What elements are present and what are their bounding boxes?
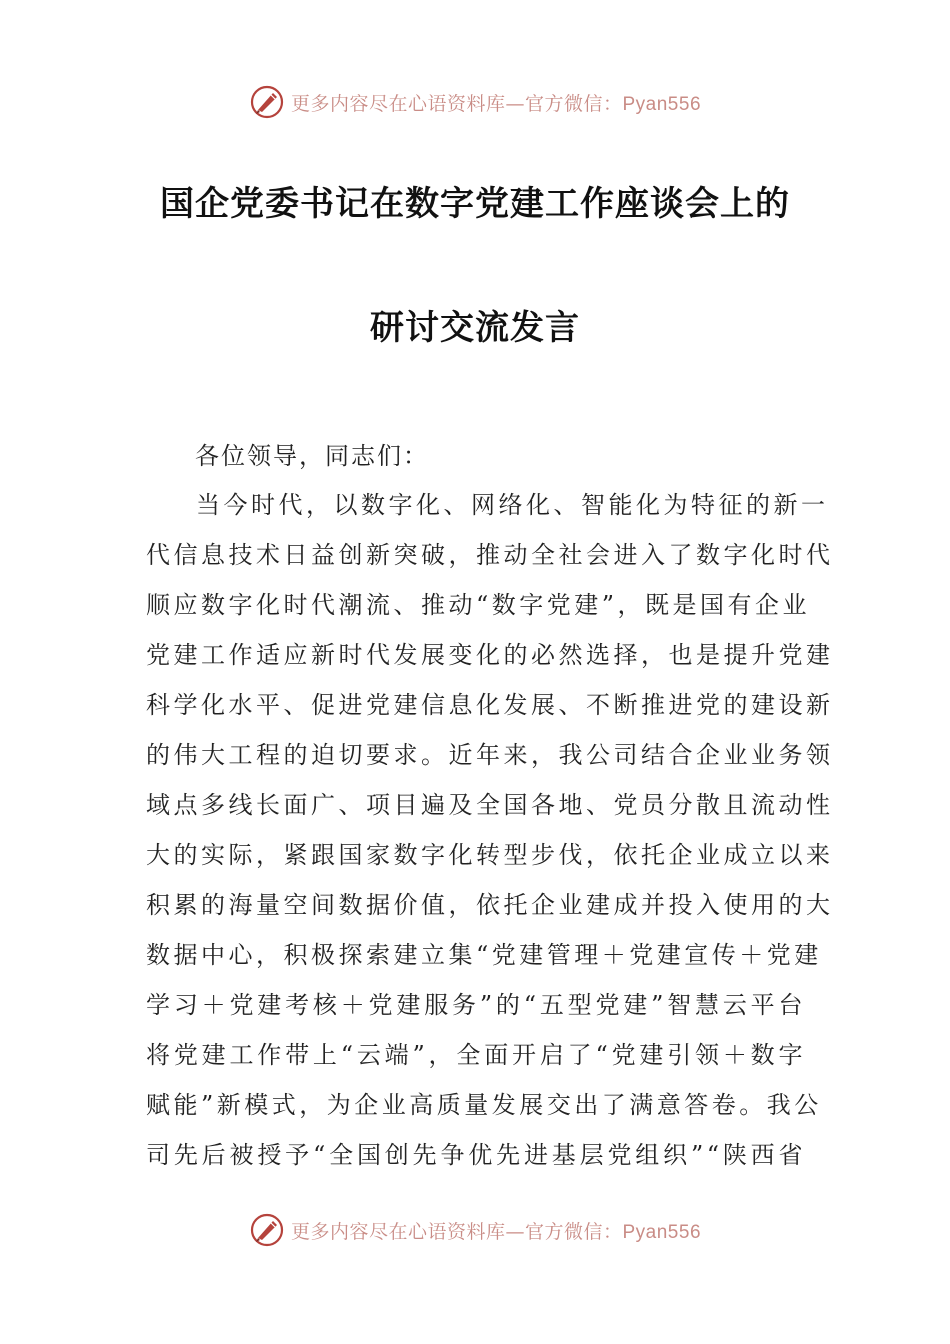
body-line: 积累的海量空间数据价值，依托企业建成并投入使用的大 bbox=[146, 891, 834, 919]
body-line: 党建工作适应新时代发展变化的必然选择，也是提升党建 bbox=[146, 641, 834, 669]
body-line: 数据中心，积极探索建立集“党建管理＋党建宣传＋党建 bbox=[146, 941, 822, 969]
salutation: 各位领导，同志们： bbox=[195, 442, 429, 470]
body-line: 学习＋党建考核＋党建服务”的“五型党建”智慧云平台 bbox=[146, 991, 806, 1019]
body-line: 司先后被授予“全国创先争优先进基层党组织”“陕西省 bbox=[146, 1141, 806, 1169]
page-title-line-1: 国企党委书记在数字党建工作座谈会上的 bbox=[160, 184, 790, 224]
watermark-contact: Pyan556 bbox=[622, 1221, 702, 1243]
body-line: 当今时代，以数字化、网络化、智能化为特征的新一 bbox=[196, 491, 829, 519]
body-line: 赋能”新模式，为企业高质量发展交出了满意答卷。我公 bbox=[146, 1091, 822, 1119]
watermark-label: 更多内容尽在心语资料库—官方微信： bbox=[290, 92, 623, 115]
watermark-label: 更多内容尽在心语资料库—官方微信： bbox=[290, 1220, 623, 1243]
body-line: 域点多线长面广、项目遍及全国各地、党员分散且流动性 bbox=[146, 791, 834, 819]
body-line: 科学化水平、促进党建信息化发展、不断推进党的建设新 bbox=[146, 691, 834, 719]
body-line: 顺应数字化时代潮流、推动“数字党建”，既是国有企业 bbox=[146, 591, 811, 619]
watermark-text bbox=[291, 89, 701, 116]
footer-watermark bbox=[0, 1210, 950, 1250]
body-line: 大的实际，紧跟国家数字化转型步伐，依托企业成立以来 bbox=[146, 841, 834, 869]
pen-circle-icon bbox=[249, 1212, 285, 1248]
page-title-line-2: 研讨交流发言 bbox=[370, 308, 580, 348]
watermark-contact: Pyan556 bbox=[622, 93, 702, 115]
body-text bbox=[146, 480, 834, 1180]
body-line: 将党建工作带上“云端”，全面开启了“党建引领＋数字 bbox=[146, 1041, 806, 1069]
body-line: 代信息技术日益创新突破，推动全社会进入了数字化时代 bbox=[146, 541, 834, 569]
pen-circle-icon bbox=[249, 84, 285, 120]
body-line: 的伟大工程的迫切要求。近年来，我公司结合企业业务领 bbox=[146, 741, 834, 769]
header-watermark bbox=[0, 82, 950, 122]
watermark-text bbox=[291, 1217, 701, 1244]
